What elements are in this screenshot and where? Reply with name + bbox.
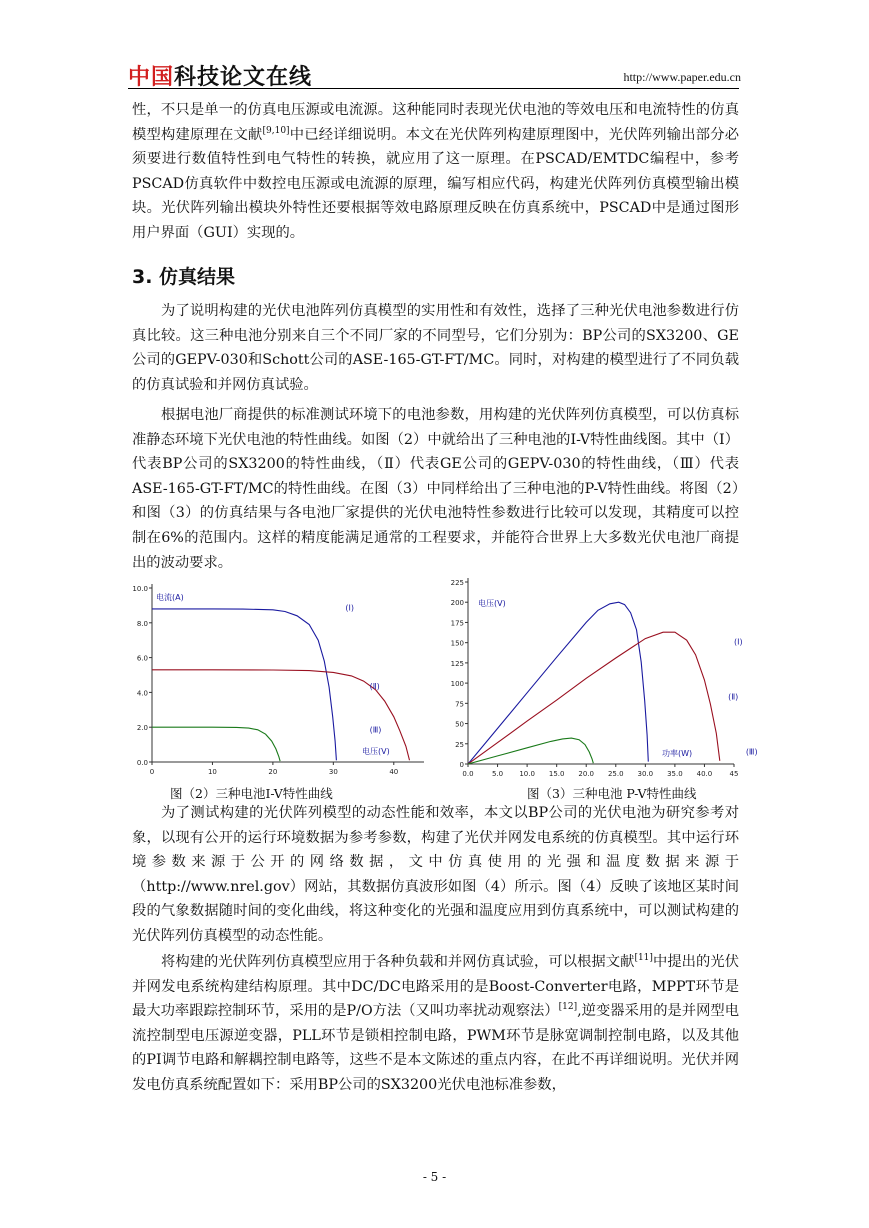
y-tick-label: 175	[450, 619, 464, 628]
series-label: (Ⅲ)	[369, 725, 382, 735]
x-tick-label: 0.0	[462, 770, 474, 778]
y-tick-label: 4.0	[136, 689, 148, 698]
x-tick-label: 40.0	[696, 770, 713, 778]
y-tick-label: 8.0	[136, 619, 148, 628]
x-tick-label: 30.0	[637, 770, 654, 778]
x-tick-label: 5.0	[491, 770, 504, 778]
y-tick-label: 25	[455, 740, 464, 749]
citation[interactable]: [12]	[558, 1002, 578, 1013]
header-rule	[128, 88, 739, 89]
x-axis-label: 功率(W)	[662, 749, 693, 758]
x-tick-label: 45	[729, 770, 739, 778]
y-tick-label: 6.0	[136, 654, 148, 663]
y-tick-label: 200	[450, 599, 464, 608]
x-tick-label: 35.0	[667, 770, 683, 778]
x-axis-label: 电压(V)	[362, 747, 390, 756]
iv-curve-chart	[130, 576, 426, 782]
y-tick-label: 0.0	[136, 759, 148, 767]
paragraph-1: 性，不只是单一的仿真电压源或电流源。这种能同时表现光伏电池的等效电压和电流特性的仿真模型构建原理在文献[9,10]中已经详细说明。本文在光伏阵列构建原理图中，光伏阵列输出部分必须要进行数值特性到电气特性的转换，就应用了这一原理。在PSCAD/EMTDC编程中，参考PSCAD仿真软件中数控电压源或电流源的原理，编写相应代码，构建光伏阵列仿真模型输出模块。光伏阵列输出模块外特性还要根据等效电路原理反映在仿真系统中，PSCAD中是通过图形用户界面（GUI）实现的。	[132, 102, 740, 241]
y-tick-label: 75	[455, 700, 464, 709]
paragraph-5: 将构建的光伏阵列仿真模型应用于各种负载和并网仿真试验，可以根据文献[11]中提出的光伏并网发电系统构建结构原理。其中DC/DC电路采用的是Boost-Converter电路，MPPT环节是最大功率跟踪控制环节，采用的是P/O方法（又叫功率扰动观察法）[12],逆变器采用的是并网型电流控制型电压源逆变器，PLL环节是锁相控制电路，PWM环节是脉宽调制控制电路，以及其他的PI调节电路和解耦控制电路等，这些不是本文陈述的重点内容，在此不再详细说明。光伏并网发电仿真系统配置如下：采用BP公司的SX3200光伏电池标准参数，	[132, 953, 740, 1093]
y-tick-label: 2.0	[136, 724, 148, 733]
y-tick-label: 0	[459, 761, 464, 769]
y-tick-label: 100	[450, 680, 464, 689]
series-label: (Ⅱ)	[728, 692, 739, 702]
y-tick-label: 225	[450, 579, 464, 587]
series-label: (Ⅰ)	[345, 603, 355, 613]
figure-2-caption: 图（2）三种电池I-V特性曲线	[170, 786, 333, 801]
y-axis-label: 电压(V)	[478, 599, 506, 608]
pv-curve-chart	[444, 576, 758, 782]
x-tick-label: 10.0	[519, 770, 535, 778]
series-label: (Ⅲ)	[745, 747, 758, 757]
y-tick-label: 150	[450, 639, 464, 648]
x-tick-label: 10	[207, 768, 217, 776]
y-tick-label: 125	[450, 659, 464, 668]
logo-black-text: 科技论文在线	[174, 65, 313, 90]
figure-3-caption: 图（3）三种电池 P-V特性曲线	[527, 786, 697, 801]
series-label: (Ⅱ)	[369, 681, 380, 691]
paragraph-2: 为了说明构建的光伏电池阵列仿真模型的实用性和有效性，选择了三种光伏电池参数进行仿真比较。这三种电池分别来自三个不同厂家的不同型号，它们分别为：BP公司的SX3200、GE公司的GEPV-030和Schott公司的ASE-165-GT-FT/MC。同时，对构建的模型进行了不同负载的仿真试验和并网仿真试验。	[132, 303, 739, 393]
citation[interactable]: [11]	[634, 953, 653, 964]
x-tick-label: 15.0	[548, 770, 565, 778]
logo-red-text: 中国	[128, 65, 175, 90]
paragraph-4: 为了测试构建的光伏阵列模型的动态性能和效率，本文以BP公司的光伏电池为研究参考对象，以现有公开的运行环境数据为参考参数，构建了光伏并网发电系统的仿真模型。其中运行环境参数来源于公开的网络数据，文中仿真使用的光强和温度数据来源于（http://www.nrel.gov）网站，其数据仿真波形如图（4）所示。图（4）反映了该地区某时间段的气象数据随时间的变化曲线，将这种变化的光强和温度应用到仿真系统中，可以测试构建的光伏阵列仿真模型的动态性能。	[132, 805, 739, 944]
y-tick-label: 10.0	[132, 585, 148, 593]
citation[interactable]: [9,10]	[262, 125, 290, 136]
series-label: (Ⅰ)	[734, 637, 743, 647]
paragraph-3: 根据电池厂商提供的标准测试环境下的电池参数，用构建的光伏阵列仿真模型，可以仿真标准静态环境下光伏电池的特性曲线。如图（2）中就给出了三种电池的I-V特性曲线图。其中（Ⅰ）代表BP公司的SX3200的特性曲线，（Ⅱ）代表GE公司的GEPV-030的特性曲线，（Ⅲ）代表ASE-165-GT-FT/MC的特性曲线。在图（3）中同样给出了三种电池的P-V特性曲线。将图（2）和图（3）的仿真结果与各电池厂家提供的光伏电池特性参数进行比较可以发现，其精度可以控制在6%的范围内。这样的精度能满足通常的工程要求，并能符合世界上大多数光伏电池厂商提出的波动要求。	[132, 407, 739, 571]
page-number: - 5 -	[422, 1170, 447, 1184]
x-tick-label: 30	[328, 768, 338, 776]
x-tick-label: 40	[389, 768, 399, 776]
plot-area	[152, 588, 424, 762]
y-axis-label: 电流(A)	[156, 593, 184, 602]
header-url[interactable]: http://www.paper.edu.cn	[623, 70, 741, 84]
x-tick-label: 20.0	[578, 770, 595, 778]
x-tick-label: 25.0	[607, 770, 624, 778]
plot-area	[468, 582, 734, 764]
x-tick-label: 20	[268, 768, 278, 776]
section-heading: 3. 仿真结果	[132, 266, 236, 288]
site-logo	[128, 60, 312, 91]
x-tick-label: 0	[149, 768, 155, 776]
y-tick-label: 50	[455, 720, 464, 729]
